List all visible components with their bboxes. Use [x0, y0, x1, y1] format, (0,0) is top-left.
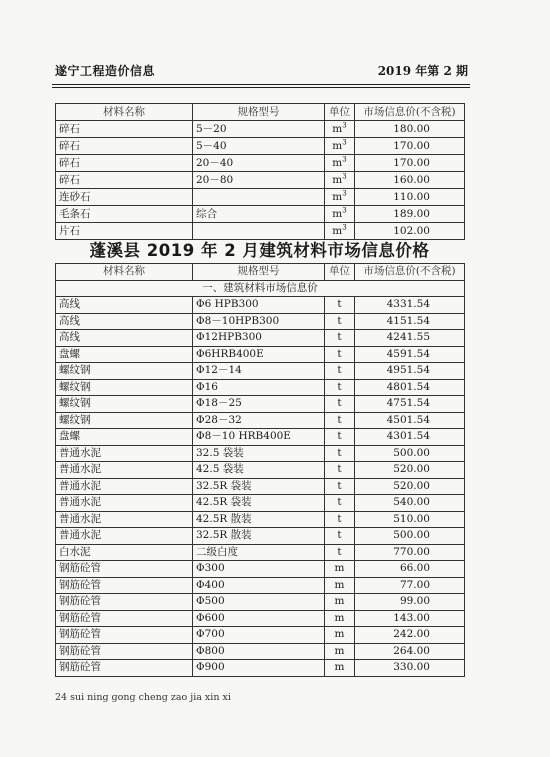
- cell-material-name: 钢筋砼管: [56, 610, 193, 627]
- cell-unit: t: [325, 330, 355, 347]
- cell-unit: m: [325, 660, 355, 677]
- cell-price: 500.00: [355, 445, 465, 462]
- cell-spec: 42.5R 袋装: [193, 495, 325, 512]
- cell-spec: Φ700: [193, 627, 325, 644]
- cell-spec: Φ16: [193, 379, 325, 396]
- cell-spec: 20－80: [193, 172, 325, 189]
- cell-price: 520.00: [355, 462, 465, 479]
- cell-price: 160.00: [355, 172, 465, 189]
- price-table-building-materials: [55, 263, 465, 677]
- cell-price: 4301.54: [355, 429, 465, 446]
- cell-price: 540.00: [355, 495, 465, 512]
- cell-material-name: 钢筋砼管: [56, 643, 193, 660]
- cell-price: 66.00: [355, 561, 465, 578]
- cell-unit: t: [325, 396, 355, 413]
- cell-price: 770.00: [355, 544, 465, 561]
- cell-spec: Φ300: [193, 561, 325, 578]
- table-row: [56, 206, 465, 223]
- cell-price: 330.00: [355, 660, 465, 677]
- unit-exponent: 3: [342, 189, 347, 198]
- cell-spec: Φ12－14: [193, 363, 325, 380]
- cell-material-name: 盘螺: [56, 346, 193, 363]
- cell-spec: 42.5 袋装: [193, 462, 325, 479]
- cell-spec: 综合: [193, 206, 325, 223]
- cell-spec: Φ500: [193, 594, 325, 611]
- table-row: [56, 660, 465, 677]
- cell-spec: Φ28－32: [193, 412, 325, 429]
- cell-unit: t: [325, 495, 355, 512]
- cell-material-name: 碎石: [56, 138, 193, 155]
- col-header-unit: 单位: [325, 264, 355, 281]
- table-header-row: [56, 104, 465, 121]
- cell-price: 189.00: [355, 206, 465, 223]
- table-row: [56, 297, 465, 314]
- cell-material-name: 高线: [56, 313, 193, 330]
- cell-spec: Φ800: [193, 643, 325, 660]
- table-row: [56, 121, 465, 138]
- table-row: [56, 330, 465, 347]
- cell-unit: m: [325, 610, 355, 627]
- cell-material-name: 普通水泥: [56, 478, 193, 495]
- table-row: [56, 412, 465, 429]
- table-row: [56, 627, 465, 644]
- cell-spec: Φ12HPB300: [193, 330, 325, 347]
- cell-spec: [193, 189, 325, 206]
- cell-unit: $m^3$: [325, 121, 355, 138]
- cell-unit: m: [325, 627, 355, 644]
- cell-spec: Φ900: [193, 660, 325, 677]
- cell-material-name: 钢筋砼管: [56, 660, 193, 677]
- table-row: [56, 445, 465, 462]
- cell-spec: 42.5R 散装: [193, 511, 325, 528]
- cell-price: 520.00: [355, 478, 465, 495]
- table-body: [56, 297, 465, 677]
- cell-material-name: 盘螺: [56, 429, 193, 446]
- cell-unit: m: [325, 577, 355, 594]
- unit-exponent: 3: [342, 138, 347, 147]
- cell-material-name: 片石: [56, 223, 193, 240]
- cell-unit: t: [325, 462, 355, 479]
- cell-material-name: 螺纹钢: [56, 379, 193, 396]
- cell-material-name: 普通水泥: [56, 462, 193, 479]
- cell-price: 264.00: [355, 643, 465, 660]
- cell-price: 4331.54: [355, 297, 465, 314]
- cell-price: 242.00: [355, 627, 465, 644]
- table-row: [56, 172, 465, 189]
- table-row: [56, 511, 465, 528]
- cell-price: 4151.54: [355, 313, 465, 330]
- page-footer: [55, 692, 231, 703]
- cell-unit: m: [325, 561, 355, 578]
- cell-material-name: 钢筋砼管: [56, 577, 193, 594]
- footer-pinyin: sui ning gong cheng zao jia xin xi: [70, 692, 231, 703]
- header-rule: [52, 84, 470, 85]
- table-row: [56, 363, 465, 380]
- table-row: [56, 594, 465, 611]
- cell-price: 102.00: [355, 223, 465, 240]
- cell-spec: Φ600: [193, 610, 325, 627]
- cell-material-name: 普通水泥: [56, 511, 193, 528]
- table-row: [56, 313, 465, 330]
- cell-material-name: 普通水泥: [56, 495, 193, 512]
- cell-unit: m: [325, 643, 355, 660]
- cell-unit: t: [325, 346, 355, 363]
- cell-unit: $m^3$: [325, 189, 355, 206]
- cell-unit: t: [325, 363, 355, 380]
- cell-price: 170.00: [355, 138, 465, 155]
- table-row: [56, 610, 465, 627]
- unit-exponent: 3: [342, 223, 347, 232]
- cell-spec: 二级白度: [193, 544, 325, 561]
- table-row: [56, 189, 465, 206]
- cell-unit: t: [325, 445, 355, 462]
- section-title: 蓬溪县 2019 年 2 月建筑材料市场信息价格: [89, 241, 430, 260]
- cell-material-name: 高线: [56, 330, 193, 347]
- cell-material-name: 毛条石: [56, 206, 193, 223]
- cell-spec: Φ6HRB400E: [193, 346, 325, 363]
- cell-material-name: 碎石: [56, 121, 193, 138]
- cell-unit: t: [325, 379, 355, 396]
- cell-spec: 20－40: [193, 155, 325, 172]
- cell-price: 4591.54: [355, 346, 465, 363]
- col-header-unit: 单位: [325, 104, 355, 121]
- table-row: [56, 643, 465, 660]
- table-header-row: [56, 264, 465, 281]
- unit-exponent: 3: [342, 155, 347, 164]
- cell-unit: $m^3$: [325, 155, 355, 172]
- table-row: [56, 528, 465, 545]
- unit-exponent: 3: [342, 172, 347, 181]
- col-header-price: 市场信息价(不含税): [355, 104, 465, 121]
- cell-unit: t: [325, 544, 355, 561]
- cell-material-name: 普通水泥: [56, 528, 193, 545]
- cell-material-name: 高线: [56, 297, 193, 314]
- section-row-label: 一、建筑材料市场信息价: [56, 280, 465, 297]
- cell-price: 4951.54: [355, 363, 465, 380]
- table-row: [56, 462, 465, 479]
- col-header-spec: 规格型号: [193, 104, 325, 121]
- cell-unit: t: [325, 313, 355, 330]
- cell-price: 500.00: [355, 528, 465, 545]
- page-number: 24: [55, 692, 68, 703]
- cell-material-name: 钢筋砼管: [56, 594, 193, 611]
- cell-material-name: 碎石: [56, 155, 193, 172]
- cell-material-name: 钢筋砼管: [56, 627, 193, 644]
- cell-price: 99.00: [355, 594, 465, 611]
- cell-unit: $m^3$: [325, 138, 355, 155]
- cell-material-name: 螺纹钢: [56, 396, 193, 413]
- cell-price: 4241.55: [355, 330, 465, 347]
- table-row: [56, 396, 465, 413]
- col-header-spec: 规格型号: [193, 264, 325, 281]
- table-row: [56, 138, 465, 155]
- col-header-name: 材料名称: [56, 264, 193, 281]
- price-table-gravel: [55, 103, 465, 240]
- cell-price: 77.00: [355, 577, 465, 594]
- cell-unit: $m^3$: [325, 223, 355, 240]
- cell-price: 4501.54: [355, 412, 465, 429]
- table-row: [56, 495, 465, 512]
- cell-material-name: 普通水泥: [56, 445, 193, 462]
- cell-price: 143.00: [355, 610, 465, 627]
- cell-unit: t: [325, 478, 355, 495]
- cell-unit: t: [325, 429, 355, 446]
- cell-unit: $m^3$: [325, 172, 355, 189]
- section-row: [56, 280, 465, 297]
- cell-spec: 5－40: [193, 138, 325, 155]
- cell-price: 4751.54: [355, 396, 465, 413]
- cell-spec: 32.5R 袋装: [193, 478, 325, 495]
- table-row: [56, 577, 465, 594]
- cell-price: 510.00: [355, 511, 465, 528]
- cell-material-name: 螺纹钢: [56, 412, 193, 429]
- cell-unit: $m^3$: [325, 206, 355, 223]
- header-rule-thin: [52, 87, 470, 88]
- table-row: [56, 155, 465, 172]
- cell-spec: 32.5R 散装: [193, 528, 325, 545]
- cell-material-name: 钢筋砼管: [56, 561, 193, 578]
- cell-price: 170.00: [355, 155, 465, 172]
- cell-spec: Φ8－10 HRB400E: [193, 429, 325, 446]
- cell-spec: Φ400: [193, 577, 325, 594]
- table-row: [56, 379, 465, 396]
- cell-spec: Φ8－10HPB300: [193, 313, 325, 330]
- cell-material-name: 连砂石: [56, 189, 193, 206]
- cell-spec: Φ18－25: [193, 396, 325, 413]
- table-body: [56, 121, 465, 240]
- cell-spec: Φ6 HPB300: [193, 297, 325, 314]
- unit-exponent: 3: [342, 206, 347, 215]
- table-row: [56, 478, 465, 495]
- table-row: [56, 429, 465, 446]
- cell-spec: 5－20: [193, 121, 325, 138]
- cell-material-name: 螺纹钢: [56, 363, 193, 380]
- cell-unit: t: [325, 297, 355, 314]
- cell-unit: t: [325, 528, 355, 545]
- cell-material-name: 白水泥: [56, 544, 193, 561]
- issue-label: 2019 年第 2 期: [377, 64, 468, 78]
- cell-unit: t: [325, 412, 355, 429]
- cell-price: 4801.54: [355, 379, 465, 396]
- cell-unit: t: [325, 511, 355, 528]
- cell-material-name: 碎石: [56, 172, 193, 189]
- table-row: [56, 346, 465, 363]
- table-row: [56, 561, 465, 578]
- col-header-name: 材料名称: [56, 104, 193, 121]
- cell-spec: 32.5 袋装: [193, 445, 325, 462]
- cell-price: 180.00: [355, 121, 465, 138]
- cell-unit: m: [325, 594, 355, 611]
- table-row: [56, 544, 465, 561]
- publication-title: 遂宁工程造价信息: [55, 64, 156, 78]
- unit-exponent: 3: [342, 121, 347, 130]
- col-header-price: 市场信息价(不含税): [355, 264, 465, 281]
- cell-price: 110.00: [355, 189, 465, 206]
